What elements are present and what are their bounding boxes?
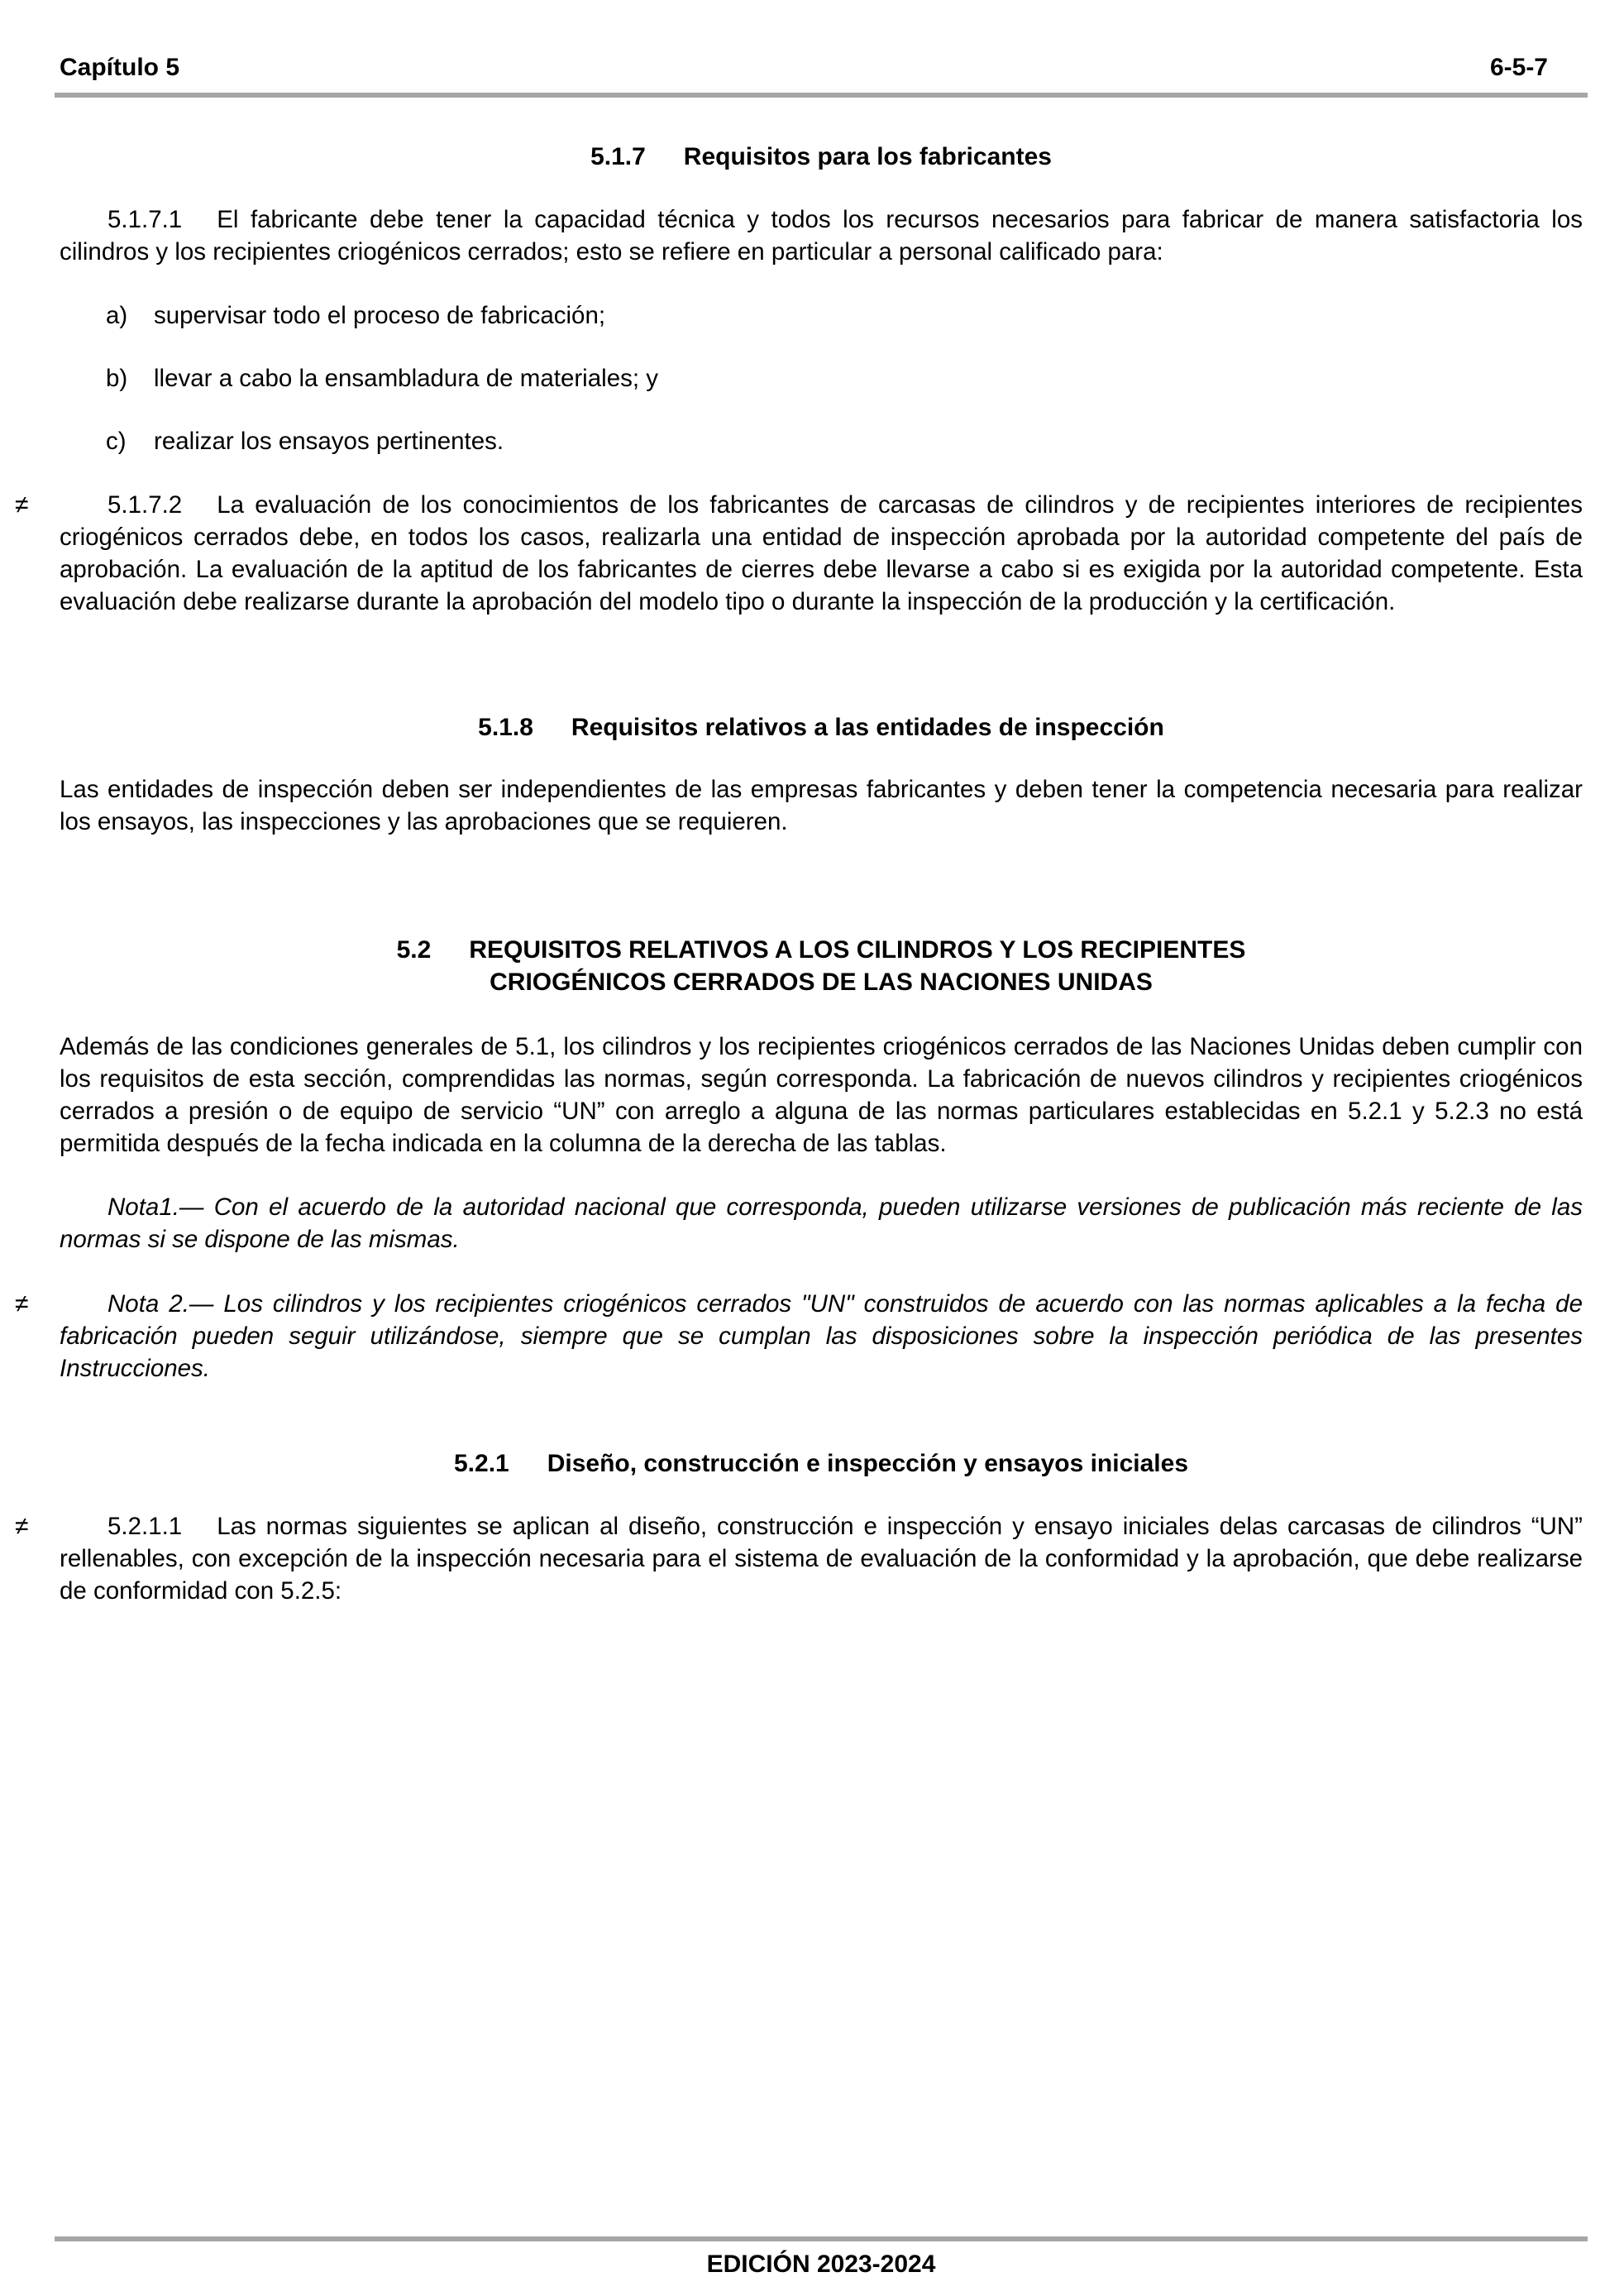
list-item-label: b) [106,365,128,392]
amendment-mark: ≠ [15,491,29,519]
section-heading-5-2 [60,934,1583,998]
note-2 [60,1288,1583,1385]
section-number: 5.2 [396,936,432,964]
page-number: 6-5-7 [1489,54,1548,81]
note-1 [60,1191,1583,1256]
list-item-text: supervisar todo el proceso de fabricación; [154,302,606,329]
list-item-label: c) [106,428,127,455]
footer-rule [55,2236,1588,2241]
paragraph-number: 5.2.1.1 [107,1513,183,1540]
paragraph-5-1-8 [60,773,1583,838]
paragraph-text: Además de las condiciones generales de 5.1, los cilindros y los recipientes criogénicos cerrados de las Naciones Unidas deben cumplir con los requisitos de esta sección, comprendidas las normas, según corresponda. La fabricación de nuevos cilindros y recipientes criogénicos cerrados a presión o de equipo de servicio “UN” con arreglo a alguna de las normas particulares establecidas en 5.2.1 y 5.2.3 no está permitida después de la fecha indicada en la columna de la derecha de las tablas. [60,1033,1583,1157]
note-text: Nota1.— Con el acuerdo de la autoridad nacional que corresponda, pueden utilizarse versiones de publicación más reciente de las normas si se dispone de las mismas. [60,1193,1583,1253]
section-number: 5.1.7 [590,143,646,170]
section-title-line1: REQUISITOS RELATIVOS A LOS CILINDROS Y LOS RECIPIENTES [469,936,1246,964]
amendment-mark: ≠ [15,1513,29,1540]
paragraph-5-2-1-1 [60,1510,1583,1607]
paragraph-text: Las entidades de inspección deben ser independientes de las empresas fabricantes y deben tener la competencia necesaria para realizar los ensayos, las inspecciones y las aprobaciones que se requieren. [60,776,1583,835]
paragraph-text: El fabricante debe tener la capacidad técnica y todos los recursos necesarios para fabricar de manera satisfactoria los cilindros y los recipientes criogénicos cerrados; esto se refiere en particular a personal calificado para: [60,206,1583,265]
chapter-label: Capítulo 5 [60,54,180,81]
list-item-b [106,362,658,395]
section-title: Requisitos para los fabricantes [683,143,1052,170]
section-heading-5-2-1 [60,1447,1583,1480]
paragraph-number: 5.1.7.2 [107,491,183,519]
list-item-text: llevar a cabo la ensambladura de materiales; y [154,365,658,392]
paragraph-5-2-intro [60,1031,1583,1160]
paragraph-number: 5.1.7.1 [107,206,183,233]
section-heading-5-1-7 [60,141,1583,173]
list-item-c [106,425,504,457]
note-text: Nota 2.— Los cilindros y los recipientes criogénicos cerrados "UN" construidos de acuerdo con las normas aplicables a la fecha de fabricación pueden seguir utilizándose, siempre que se cumplan las disposiciones sobre la inspección periódica de las presentes Instrucciones. [60,1290,1583,1382]
list-item-text: realizar los ensayos pertinentes. [154,428,504,455]
paragraph-5-1-7-2 [60,489,1583,618]
paragraph-text: Las normas siguientes se aplican al diseño, construcción e inspección y ensayo iniciales delas carcasas de cilindros “UN” rellenables, con excepción de la inspección necesaria para el sistema de evaluación de la conformidad y la aprobación, que debe realizarse de conformidad con 5.2.5: [60,1513,1583,1605]
list-item-label: a) [106,302,128,329]
header-rule [55,93,1588,98]
amendment-mark: ≠ [15,1290,29,1318]
section-title-line2: CRIOGÉNICOS CERRADOS DE LAS NACIONES UNIDAS [490,969,1153,996]
section-number: 5.1.8 [478,714,533,741]
paragraph-text: La evaluación de los conocimientos de los fabricantes de carcasas de cilindros y de recipientes interiores de recipientes criogénicos cerrados debe, en todos los casos, realizarla una entidad de inspección aprobada por la autoridad competente del país de aprobación. La evaluación de la aptitud de los fabricantes de cierres debe llevarse a cabo si es exigida por la autoridad competente. Esta evaluación debe realizarse durante la aprobación del modelo tipo o durante la inspección de la producción y la certificación. [60,491,1583,615]
section-title: Requisitos relativos a las entidades de inspección [571,714,1164,741]
list-item-a [106,299,605,332]
section-heading-5-1-8 [60,711,1583,744]
section-title: Diseño, construcción e inspección y ensayos iniciales [547,1450,1189,1477]
edition-footer: EDICIÓN 2023-2024 [706,2251,936,2278]
section-number: 5.2.1 [453,1450,509,1477]
paragraph-5-1-7-1 [60,203,1583,268]
